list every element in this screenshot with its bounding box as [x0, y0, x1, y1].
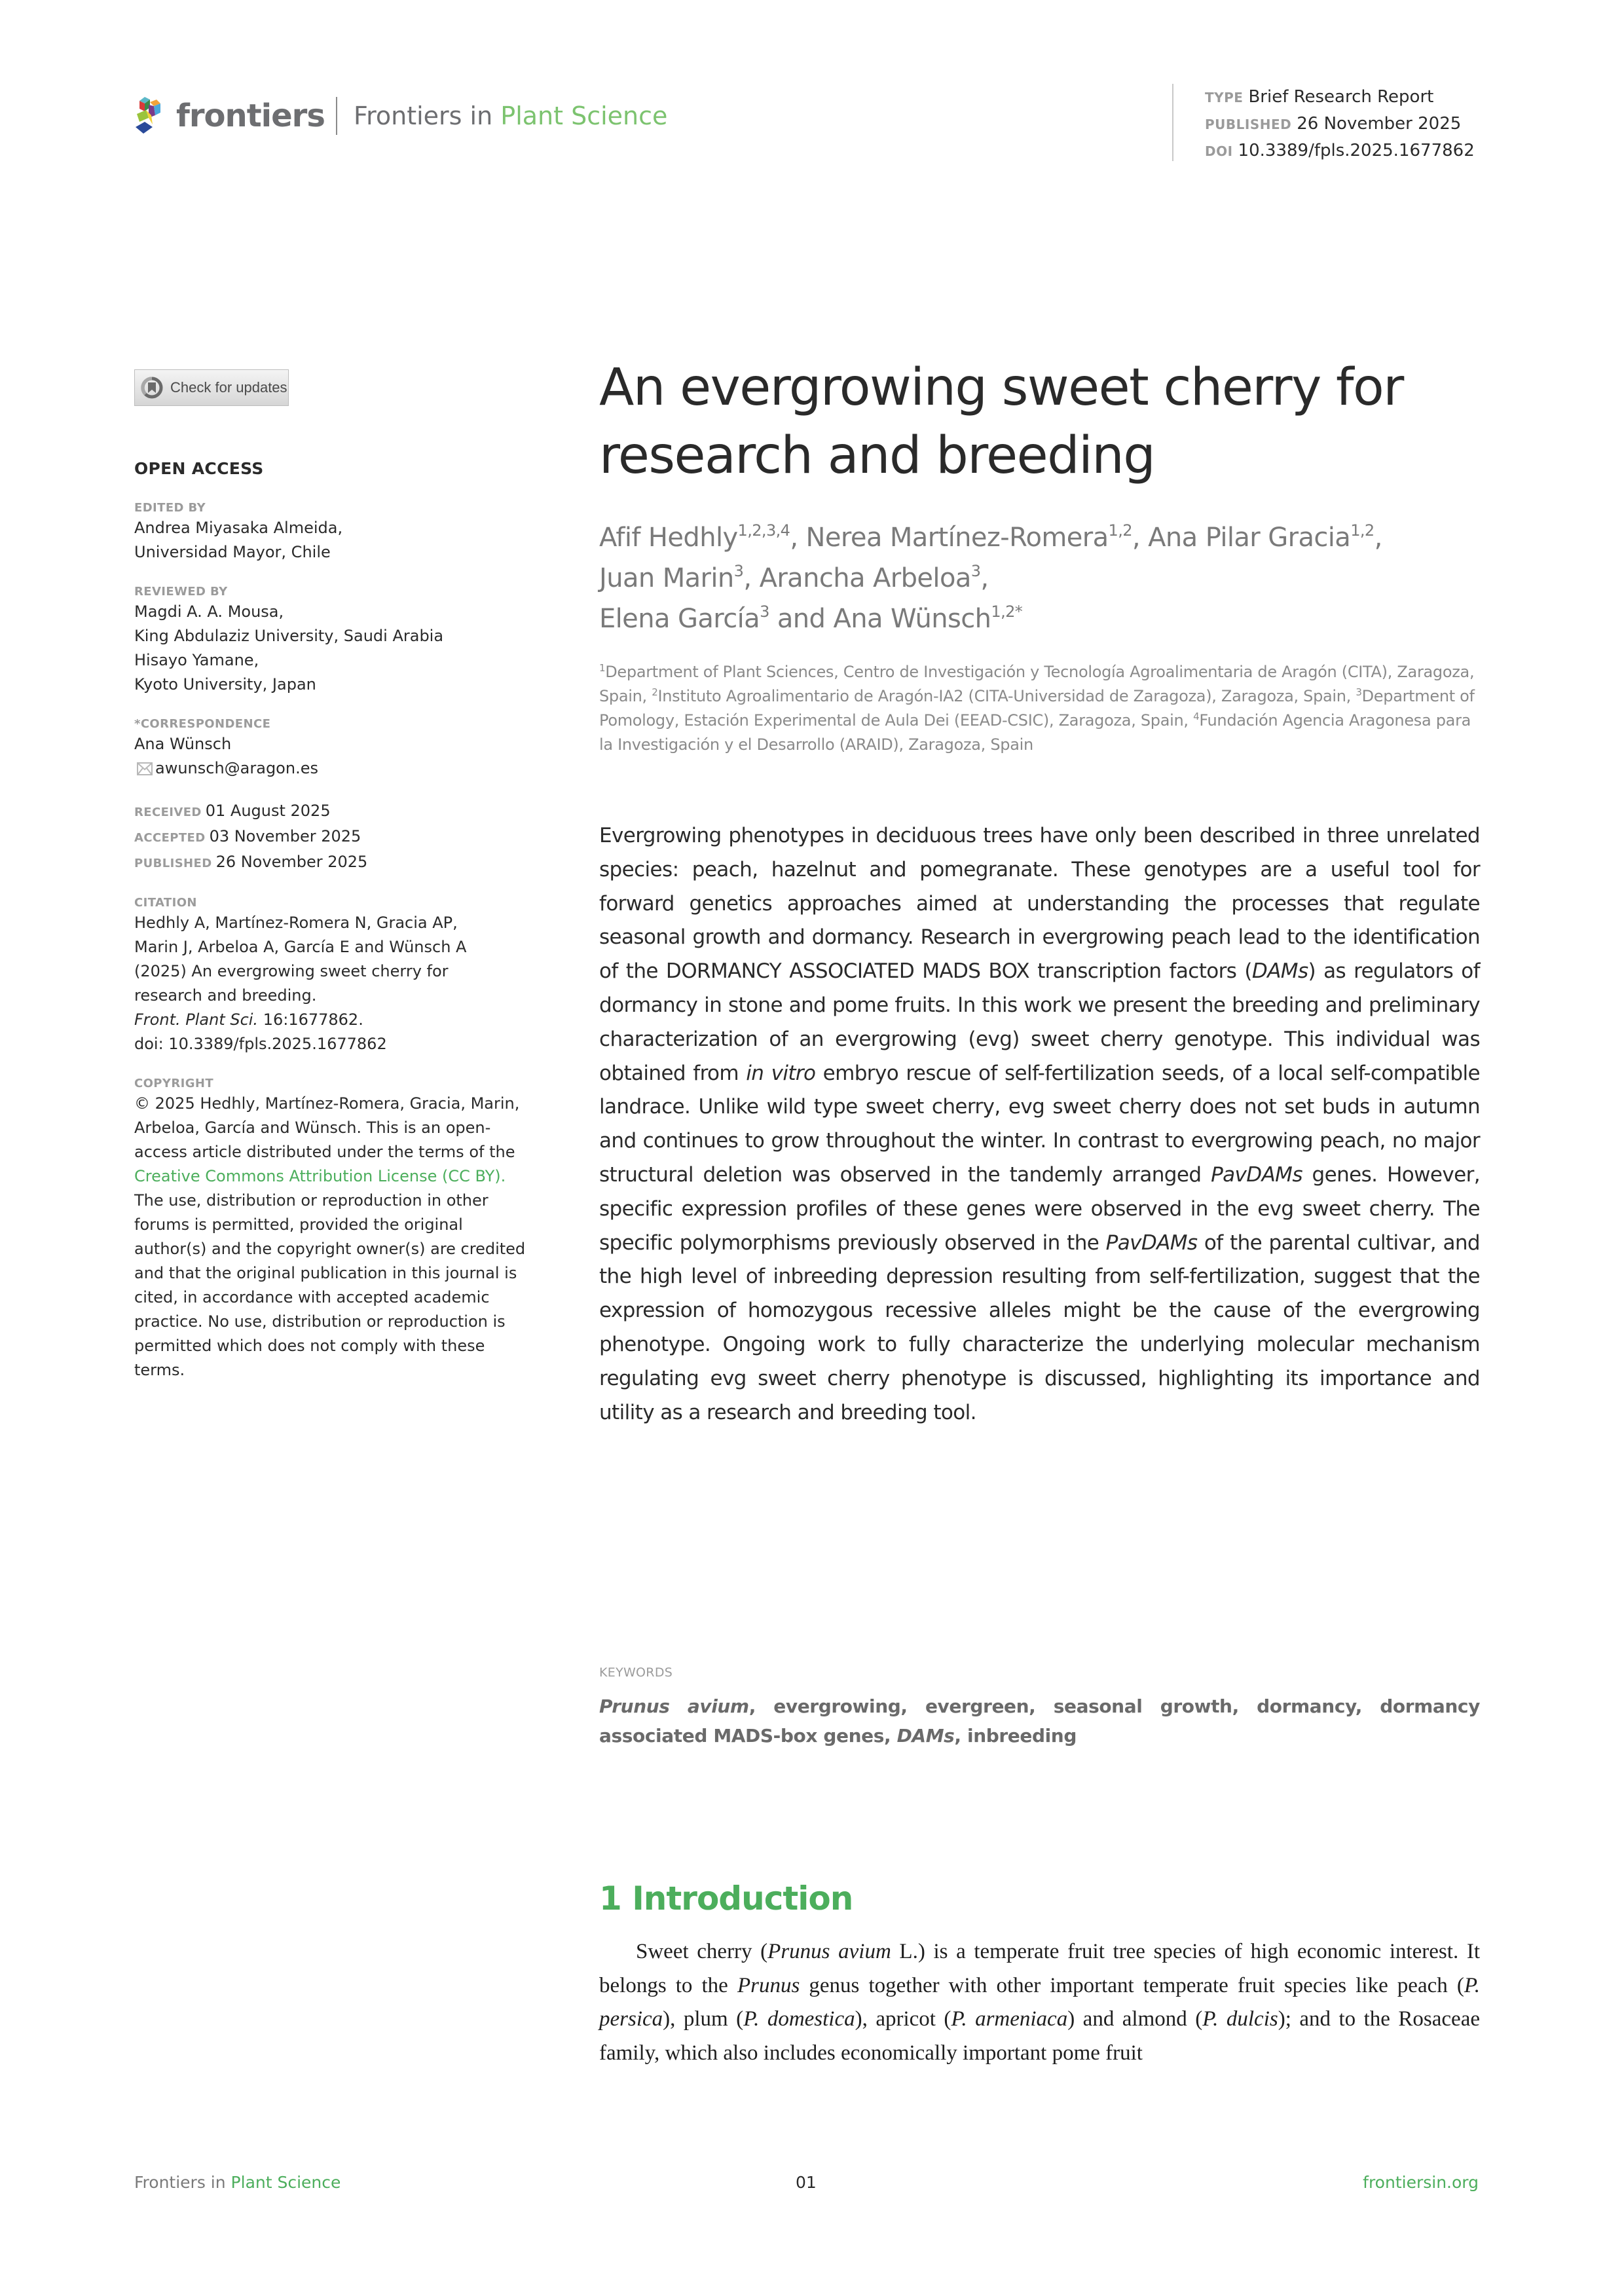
- footer-site-link[interactable]: frontiersin.org: [1363, 2173, 1479, 2192]
- correspondence-name: Ana Wünsch: [134, 735, 232, 753]
- meta-type: TYPE Brief Research Report: [1205, 87, 1434, 107]
- reviewed-by-section: REVIEWED BY Magdi A. A. Mousa, King Abdulaziz University, Saudi Arabia Hisayo Yamane, Kyoto University, Japan: [134, 585, 444, 694]
- citation-section: CITATION Hedhly A, Martínez-Romera N, Gracia AP, Marin J, Arbeloa A, García E and Wünsch A (2025) An evergrowing sweet cherry for research and breeding. Front. Plant Sci. 16:1677862. doi: 10.3389/fpls.2025.1677862: [134, 895, 540, 1056]
- copyright-section: COPYRIGHT © 2025 Hedhly, Martínez-Romera, Gracia, Marin, Arbeloa, García and Wünsch. This is an open-access article distributed under the terms of the Creative Commons Attribution License (CC BY). The use, distribution or reproduction in other forums is permitted, provided the original author(s) and the copyright owner(s) are credited and that the original publication in this journal is cited, in accordance with accepted academic practice. No use, distribution or reproduction is permitted which does not comply with these terms.: [134, 1077, 526, 1379]
- page-number: 01: [796, 2173, 817, 2192]
- author[interactable]: Ana Wünsch: [833, 604, 991, 634]
- abstract: Evergrowing phenotypes in deciduous trees have only been described in three unrelated species: peach, hazelnut and pomegranate. These genotypes are a useful tool for forward genetics approaches aimed at understanding the processes that regulate seasonal growth and dormancy. Research in evergrowing peach lead to the identification of the DORMANCY ASSOCIATED MADS BOX transcription factors (DAMs) as regulators of dormancy in stone and pome fruits. In this work we present the breeding and preliminary characterization of an evergrowing (evg) sweet cherry genotype. This individual was obtained from in vitro embryo rescue of self-fertilization seeds, of a local self-compatible landrace. Unlike wild type sweet cherry, evg sweet cherry does not set buds in autumn and continues to grow throughout the winter. In contrast to evergrowing peach, no major structural deletion was observed in the tandemly arranged PavDAMs genes. However, specific expression profiles of these genes were observed in the evg sweet cherry. The specific polymorphisms previously observed in the PavDAMs of the parental cultivar, and the high level of inbreeding depression resulting from self-fertilization, suggest that the expression of homozygous recessive alleles might be the cause of the evergrowing phenotype. Ongoing work to fully characterize the underlying molecular mechanism regulating evg sweet cherry phenotype is discussed, highlighting its importance and utility as a research and breeding tool.: [599, 824, 1480, 1424]
- article-title: An evergrowing sweet cherry for research and breeding: [599, 358, 1403, 485]
- author[interactable]: Elena García: [599, 604, 760, 634]
- affiliations: $^1$Department of Plant Sciences, Centro de Investigación y Tecnología Agroalimentaria de Aragón (CITA), Zaragoza, Spain, $^2$Instituto Agroalimentario de Aragón-IA2 (CITA-Universidad de Zaragoza), Zaragoza, Spain, $^3$Department of Pomology, Estación Experimental de Aula Dei (EEAD-CSIC), Zaragoza, Spain, $^4$Fundación Agencia Aragonesa para la Investigación y el Desarrollo (ARAID), Zaragoza, Spain: [599, 662, 1475, 754]
- envelope-icon: [137, 762, 153, 776]
- meta-doi[interactable]: DOI 10.3389/fpls.2025.1677862: [1205, 141, 1475, 160]
- article-main: [599, 354, 1480, 2065]
- check-for-updates-button[interactable]: Check for updates: [134, 369, 289, 406]
- author[interactable]: Arancha Arbeloa: [759, 563, 971, 593]
- frontiers-logo[interactable]: [134, 93, 325, 139]
- sidebar: [134, 369, 540, 1382]
- dates-section: [134, 799, 540, 876]
- frontiers-cube-logo-icon: [134, 96, 170, 136]
- section-heading-introduction: 1 Introduction: [599, 1879, 853, 1917]
- crossmark-icon: [140, 376, 164, 399]
- author[interactable]: Juan Marin: [599, 563, 734, 593]
- author-list: Afif Hedhly$^{1,2,3,4}$, Nerea Martínez-Romera$^{1,2}$, Ana Pilar Gracia$^{1,2}$, Juan Marin$^3$, Arancha Arbeloa$^3$, Elena García$^3$ and Ana Wünsch$^{1,2*}$: [599, 521, 1382, 634]
- cc-by-license-link[interactable]: Creative Commons Attribution License (CC BY).: [134, 1167, 506, 1185]
- correspondence-email[interactable]: awunsch@aragon.es: [134, 756, 540, 781]
- author[interactable]: Ana Pilar Gracia: [1148, 523, 1351, 553]
- introduction-paragraph: Sweet cherry (Prunus avium L.) is a temperate fruit tree species of high economic interest. It belongs to the Prunus genus together with other important temperate fruit species like peach (P. persica), plum (P. domestica), apricot (P. armeniaca) and almond (P. dulcis); and to the Rosaceae family, which also includes economically important pome fruit: [599, 1940, 1480, 2065]
- footer-journal-name: Frontiers in Plant Science: [134, 2173, 341, 2192]
- correspondence-section: *CORRESPONDENCE Ana Wünsch awunsch@aragon.es: [134, 716, 540, 781]
- published-date: PUBLISHED 26 November 2025: [134, 853, 368, 871]
- keywords: Prunus avium, evergrowing, evergreen, seasonal growth, dormancy, dormancy associated MADS-box genes, DAMs, inbreeding: [599, 1695, 1480, 1747]
- frontiers-wordmark: frontiers: [176, 98, 325, 134]
- meta-published: PUBLISHED 26 November 2025: [1205, 114, 1462, 134]
- author[interactable]: Nerea Martínez-Romera: [805, 523, 1109, 553]
- edited-by-section: EDITED BY Andrea Miyasaka Almeida, Universidad Mayor, Chile: [134, 501, 343, 561]
- journal-name-header[interactable]: Frontiers in Plant Science: [354, 102, 668, 130]
- article-meta: [1172, 84, 1475, 161]
- header-divider: [336, 97, 337, 135]
- open-access-label: OPEN ACCESS: [134, 459, 264, 478]
- accepted-date: ACCEPTED 03 November 2025: [134, 827, 361, 845]
- author[interactable]: Afif Hedhly: [599, 523, 738, 553]
- citation-doi[interactable]: doi: 10.3389/fpls.2025.1677862: [134, 1035, 387, 1053]
- keywords-label: KEYWORDS: [599, 1665, 673, 1680]
- received-date: RECEIVED 01 August 2025: [134, 802, 331, 820]
